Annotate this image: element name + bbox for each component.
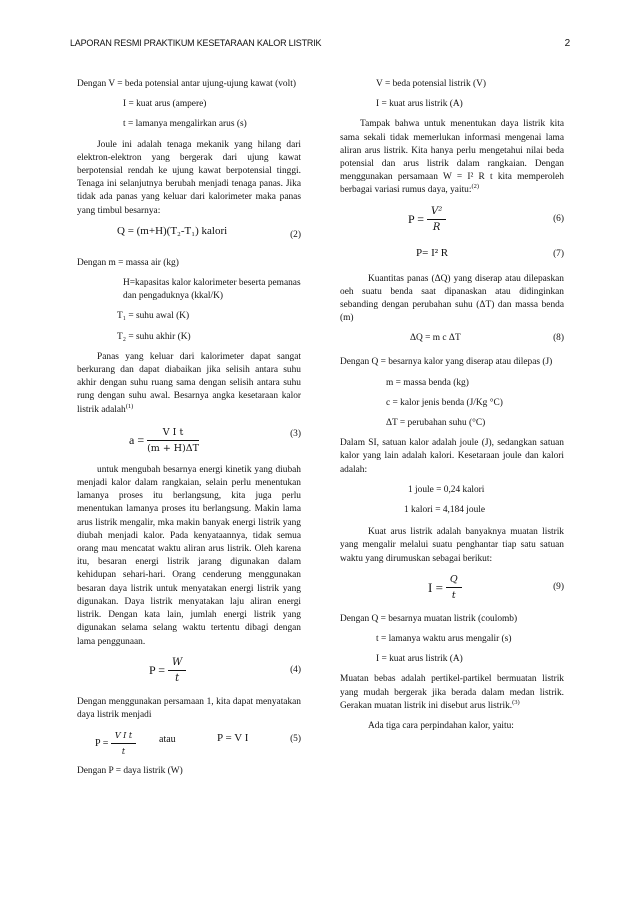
paragraph-text: Muatan bebas adalah pertikel-partikel bermuatan listrik yang mudah bergerak jika berada dalam medan listrik. Gerakan muatan listrik ini disebut arus listrik. (340, 674, 564, 711)
equation-lhs: P = (95, 738, 109, 750)
definition: I = kuat arus listrik (A) (376, 99, 463, 110)
definition: T₂ = suhu akhir (K) (117, 331, 191, 342)
paragraph: Dengan Q = besarnya kalor yang diserap atau dilepas (J) (340, 357, 553, 368)
equation-2 (77, 225, 301, 247)
paragraph-text: Tampak bahwa untuk menentukan daya listrik kita sama sekali tidak memerlukan informasi mengenai lama aliran arus listrik. Kita hanya perlu mengetahui nilai beda potensial dan arus listrik dalam rangkaian. Dengan menggunakan persamaan W = I² R t kita memperoleh berbagai variasi rumus daya, yaitu: (340, 119, 564, 196)
equation-body: ΔQ = m c ΔT (410, 333, 461, 344)
equation-number: (6) (553, 213, 564, 224)
paragraph (340, 118, 564, 197)
equation-rhs: P = V I (217, 732, 249, 745)
equation-number: (3) (290, 428, 301, 439)
definition: ΔT = perubahan suhu (°C) (386, 418, 486, 429)
citation: (2) (471, 183, 480, 191)
fraction (147, 426, 199, 455)
paragraph: Dengan m = massa air (kg) (77, 257, 179, 268)
equation-lhs: P = (408, 211, 424, 226)
equation-8 (340, 332, 564, 346)
numerator: V² (427, 205, 446, 220)
equation-6 (340, 205, 564, 237)
equation-number: (7) (553, 248, 564, 259)
fraction (446, 573, 462, 602)
equation-body: P= I² R (416, 246, 449, 259)
paragraph: Dengan menggunakan persamaan 1, kita dapat menyatakan daya listrik menjadi (77, 696, 301, 720)
header-title: LAPORAN RESMI PRAKTIKUM KESETARAAN KALOR LISTRIK (70, 38, 322, 48)
paragraph: Joule ini adalah tenaga mekanik yang hilang dari elektron-elektron yang bergerak dari ujung kawat berpotensial rendah ke ujung kawat berpotensial tinggi. Tenaga ini selanjutnya berubah menjadi tenaga panas. Jika tidak ada panas yang keluar dari kalorimeter maka panas yang timbul besarnya: (77, 139, 301, 216)
paragraph: Dalam SI, satuan kalor adalah joule (J), sedangkan satuan kalor yang lain adalah kalori. Kesetaraan joule dan kalori adalah: (340, 438, 564, 475)
fraction (111, 729, 136, 758)
denominator: R (432, 221, 441, 233)
numerator: V I t (111, 729, 136, 744)
definition: V = beda potensial listrik (V) (376, 79, 487, 89)
paragraph: Kuantitas panas (ΔQ) yang diserap atau dilepaskan oeh suatu benda saat dipanaskan atau didinginkan sebanding dengan perubahan suhu (ΔT) dan massa benda (m) (340, 273, 564, 324)
numerator: W (168, 656, 186, 671)
paragraph (340, 673, 564, 713)
paragraph: Dengan V = beda potensial antar ujung-ujung kawat (volt) (77, 79, 296, 89)
conversion: 1 kalori = 4,184 joule (404, 505, 486, 516)
equation-4 (77, 656, 301, 686)
definition: t = lamanya waktu arus mengalir (s) (376, 634, 512, 645)
equation-7 (340, 247, 564, 263)
running-header (70, 38, 570, 48)
equation-3 (77, 424, 301, 454)
definition: T₁ = suhu awal (K) (117, 311, 190, 322)
denominator: t (451, 590, 456, 602)
denominator: t (121, 747, 126, 757)
equation-9 (340, 573, 564, 603)
definition: c = kalor jenis benda (J/Kg °C) (386, 397, 503, 408)
fraction (427, 205, 446, 234)
denominator: (m + H)ΔT (147, 443, 199, 455)
equation-lhs: I = (428, 579, 443, 595)
paragraph-text: Panas yang keluar dari kalorimeter dapat sangat berkurang dan dapat diabaikan jika selisih antara suhu akhir dengan suhu ruang sama dengan selisih antara suhu rung dengan suhu awal. Besarnya angka kesetaraan kalor listrik adalah (77, 351, 301, 415)
definition: t = lamanya mengalirkan arus (s) (123, 119, 247, 130)
citation: (1) (125, 402, 134, 410)
equation-lhs: a = (129, 432, 145, 447)
definition: H=kapasitas kalor kalorimeter beserta pemanas dan pengaduknya (kkal/K) (123, 278, 301, 302)
equation-number: (5) (290, 734, 301, 745)
equation-lhs: P = (149, 662, 165, 677)
equation-connector: atau (159, 734, 176, 746)
paragraph: Ada tiga cara perpindahan kalor, yaitu: (368, 721, 514, 732)
equation-5 (77, 729, 301, 755)
citation: (3) (512, 698, 520, 706)
left-column (77, 78, 301, 785)
paragraph: untuk mengubah besarnya energi kinetik yang diubah menjadi kalor dalam rangkaian, selain perlu menentukan lamanya proses itu berlangsung, kita juga perlu menentukan lamanya proses itu berlangsung. Makin lama arus listrik mengalir, mka makin banyak energi listrik yang diubah menjadi kalor. Pada kenyataannya, tidak semua orang mau mencatat waktu aliran arus listrik. Oleh karena itu, besaran energi listrik jarang digunakan dalam kehidupan sehari-hari. Orang cenderung menggunakan besaran daya listrik untuk menyatakan energi listrik yang digunakan. Daya listrik menyatakan laju aliran energi listrik. Dengan kata lain, jumlah energi listrik yang digunakan selama selang waktu tertentu dibagi dengan lama penggunaan. (77, 464, 301, 647)
definition: I = kuat arus (ampere) (123, 99, 207, 110)
equation-number: (8) (553, 333, 564, 344)
conversion: 1 joule = 0,24 kalori (408, 484, 485, 495)
definition: I = kuat arus listrik (A) (376, 654, 463, 665)
right-column (340, 78, 564, 740)
equation-body: Q = (m+H)(T₂-T₁) kalori (117, 224, 228, 237)
page-number: 2 (564, 38, 570, 49)
paragraph (77, 351, 301, 417)
numerator: V I t (147, 426, 199, 441)
denominator: t (175, 672, 180, 684)
equation-number: (9) (553, 581, 564, 592)
paragraph: Dengan P = daya listrik (W) (77, 766, 183, 777)
equation-number: (2) (290, 229, 301, 240)
paragraph: Dengan Q = besarnya muatan listrik (coulomb) (340, 613, 518, 624)
fraction (168, 656, 186, 685)
definition: m = massa benda (kg) (386, 377, 469, 388)
equation-number: (4) (290, 664, 301, 675)
numerator: Q (446, 573, 462, 588)
paragraph: Kuat arus listrik adalah banyaknya muatan listrik yang mengalir melalui suatu penghantar tiap satu satuan waktu yang dirumuskan sebagai berikut: (340, 527, 564, 564)
